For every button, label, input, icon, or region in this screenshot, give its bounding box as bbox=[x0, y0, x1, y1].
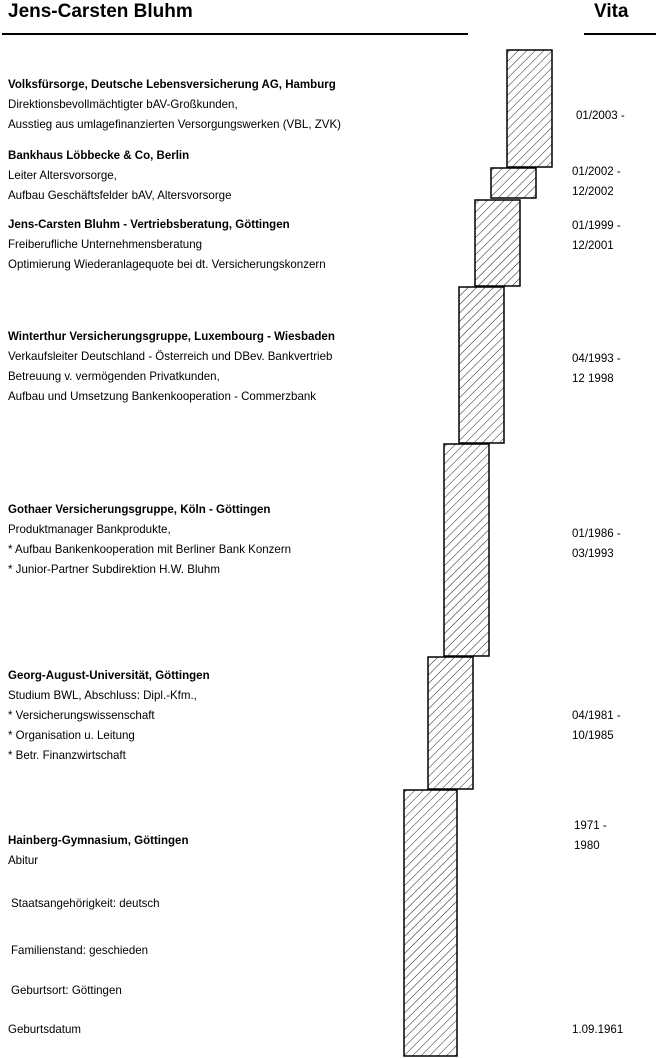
entry-organization: Winterthur Versicherungsgruppe, Luxembourg - Wiesbaden bbox=[8, 329, 335, 343]
entry-line: Betreuung v. vermögenden Privatkunden, bbox=[8, 369, 220, 383]
entry-date-end: 12/2001 bbox=[572, 238, 614, 252]
entry-organization: Hainberg-Gymnasium, Göttingen bbox=[8, 833, 189, 847]
timeline-bar-volksfuersorge bbox=[507, 50, 552, 167]
entry-date bbox=[576, 105, 625, 125]
entry-date-end: 03/1993 bbox=[572, 546, 614, 560]
entry-date-start: 01/1986 - bbox=[572, 526, 621, 540]
entry-organization: Gothaer Versicherungsgruppe, Köln - Göttingen bbox=[8, 502, 271, 516]
entry-line: Produktmanager Bankprodukte, bbox=[8, 522, 171, 536]
vita-entry bbox=[8, 214, 326, 274]
entry-date bbox=[572, 705, 621, 745]
timeline-bar-universitaet bbox=[428, 657, 473, 789]
entry-organization: Bankhaus Löbbecke & Co, Berlin bbox=[8, 148, 190, 162]
entry-line: * Aufbau Bankenkooperation mit Berliner Bank Konzern bbox=[8, 542, 292, 556]
entry-date-end: 10/1985 bbox=[572, 728, 614, 742]
entry-date bbox=[574, 815, 607, 855]
entry-line: Freiberufliche Unternehmensberatung bbox=[8, 237, 203, 251]
timeline-bar-vertriebsberatung bbox=[475, 200, 520, 286]
birthdate-value: 1.09.1961 bbox=[572, 1022, 624, 1036]
marital-status-text: Familienstand: geschieden bbox=[11, 943, 149, 957]
section-title: Vita bbox=[594, 1, 629, 22]
vita-entry bbox=[8, 74, 341, 134]
entry-line: Aufbau und Umsetzung Bankenkooperation - Commerzbank bbox=[8, 389, 317, 403]
entry-date-start: 01/2002 - bbox=[572, 164, 621, 178]
entry-date-end: 1980 bbox=[574, 838, 600, 852]
entry-date-end: 12 1998 bbox=[572, 371, 614, 385]
nationality-text: Staatsangehörigkeit: deutsch bbox=[11, 896, 160, 910]
entry-line: * Organisation u. Leitung bbox=[8, 728, 135, 742]
entry-line: Studium BWL, Abschluss: Dipl.-Kfm., bbox=[8, 688, 197, 702]
entry-line: Ausstieg aus umlagefinanzierten Versorgungswerken (VBL, ZVK) bbox=[8, 117, 341, 131]
entry-organization: Volksfürsorge, Deutsche Lebensversicherung AG, Hamburg bbox=[8, 77, 336, 91]
entry-date-start: 01/1999 - bbox=[572, 218, 621, 232]
entry-line: Verkaufsleiter Deutschland - Österreich und DBev. Bankvertrieb bbox=[8, 349, 333, 363]
entry-line: Aufbau Geschäftsfelder bAV, Altersvorsorge bbox=[8, 188, 232, 202]
entry-line: Leiter Altersvorsorge, bbox=[8, 168, 117, 182]
vita-entry bbox=[8, 145, 232, 205]
entry-date-start: 04/1993 - bbox=[572, 351, 621, 365]
entry-line: Optimierung Wiederanlagequote bei dt. Versicherungskonzern bbox=[8, 257, 326, 271]
entry-line: * Betr. Finanzwirtschaft bbox=[8, 748, 126, 762]
timeline-bar-loebbecke bbox=[491, 168, 536, 198]
birthplace-text: Geburtsort: Göttingen bbox=[11, 983, 122, 997]
timeline-bar-gothaer bbox=[444, 444, 489, 656]
entry-line: Direktionsbevollmächtigter bAV-Großkunden, bbox=[8, 97, 238, 111]
entry-date bbox=[572, 215, 621, 255]
entry-date-end: 12/2002 bbox=[572, 184, 614, 198]
entry-line: * Versicherungswissenschaft bbox=[8, 708, 155, 722]
birthdate-label: Geburtsdatum bbox=[8, 1022, 82, 1036]
vita-entry bbox=[8, 665, 210, 765]
entry-organization: Georg-August-Universität, Göttingen bbox=[8, 668, 210, 682]
entry-date bbox=[572, 161, 621, 201]
entry-date bbox=[572, 523, 621, 563]
vita-entry bbox=[8, 830, 188, 870]
entry-line: Abitur bbox=[8, 853, 39, 867]
vita-entry bbox=[8, 499, 291, 579]
entry-date-start: 1971 - bbox=[574, 818, 607, 832]
entry-date-start: 01/2003 - bbox=[576, 108, 625, 122]
timeline-bar-winterthur bbox=[459, 287, 504, 443]
entry-date bbox=[572, 348, 621, 388]
entry-date-start: 04/1981 - bbox=[572, 708, 621, 722]
entry-line: * Junior-Partner Subdirektion H.W. Bluhm bbox=[8, 562, 220, 576]
entry-organization: Jens-Carsten Bluhm - Vertriebsberatung, Göttingen bbox=[8, 217, 290, 231]
timeline-bar-gymnasium bbox=[404, 790, 457, 1056]
person-name: Jens-Carsten Bluhm bbox=[8, 1, 193, 22]
vita-entry bbox=[8, 326, 335, 406]
